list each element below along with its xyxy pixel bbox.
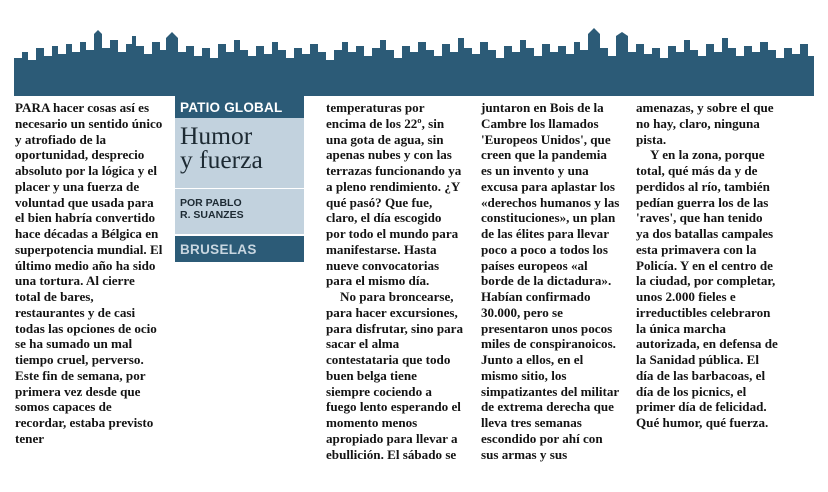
paragraph: No para broncearse, para hacer excursiones, para disfrutar, sino para sacar el alma contestataria que todo buen belga tiene siempre cociendo a fuego lento esperando el momento menos apropiado para llevar a ebullición. El sábado se	[326, 289, 464, 462]
byline-line-2: R. SUANZES	[180, 209, 244, 221]
section-label: PATIO GLOBAL	[175, 96, 304, 118]
headline	[175, 118, 304, 188]
headline-line-1: Humor	[180, 121, 253, 150]
byline-line-1: POR PABLO	[180, 197, 242, 209]
paragraph: Y en la zona, porque total, qué más da y de perdidos al río, también pedían guerra los de las 'raves', que han tenido ya dos batallas campales esta primavera con la Policía. Y en el centro de la ciudad, por completar, unos 2.000 fieles e irreductibles celebraron la única marcha autorizada, en defensa de la Sanidad pública. El día de las barbacoas, el día de los picnics, el primer día de felicidad. Qué humor, qué fuerza.	[636, 147, 778, 430]
headline-line-2: y fuerza	[180, 145, 263, 174]
paragraph: amenazas, y sobre el que no hay, claro, ninguna pista.	[636, 100, 774, 147]
paragraph: temperaturas por encima de los 22º, sin una gota de agua, sin apenas nubes y con las terrazas funcionando ya a pleno rendimiento. ¿Y qué pasó? Que fue, claro, el día escogido por todo el mundo para manifestarse. Hasta nueve convocatorias para el mismo día.	[326, 100, 462, 289]
article-column-1	[15, 100, 163, 447]
article-column-4	[636, 100, 778, 431]
paragraph: PARA hacer cosas así es necesario un sentido único y atrofiado de la oportunidad, desprecio absoluto por la lógica y el placer y una fuerza de voluntad que usada para el bien habría convertido hace décadas a Bélgica en superpotencia mundial. El último medio año ha sido una tortura. Al cierre total de bares, restaurantes y de casi todas las opciones de ocio se ha sumado un mal tiempo cruel, perverso. Este fin de semana, por primera vez desde que somos capaces de recordar, estaba previsto tener	[15, 100, 163, 446]
dateline-place: BRUSELAS	[175, 234, 304, 262]
city-skyline-banner	[14, 22, 814, 96]
section-box	[175, 96, 304, 264]
article-column-3	[481, 100, 621, 462]
paragraph: juntaron en Bois de la Cambre los llamados 'Europeos Unidos', que creen que la pandemia es un invento y una excusa para aplastar los «derechos humanos y las constituciones», un plan de las élites para llevar poco a poco a todos los países europeos «al borde de la dictadura». Habían confirmado 30.000, pero se presentaron unos pocos miles de conspiranoicos. Junto a ellos, en el mismo sitio, los simpatizantes del militar de extrema derecha que lleva tres semanas escondido por ahí con sus armas y sus	[481, 100, 620, 462]
byline	[175, 188, 304, 234]
article-column-2	[326, 100, 464, 462]
